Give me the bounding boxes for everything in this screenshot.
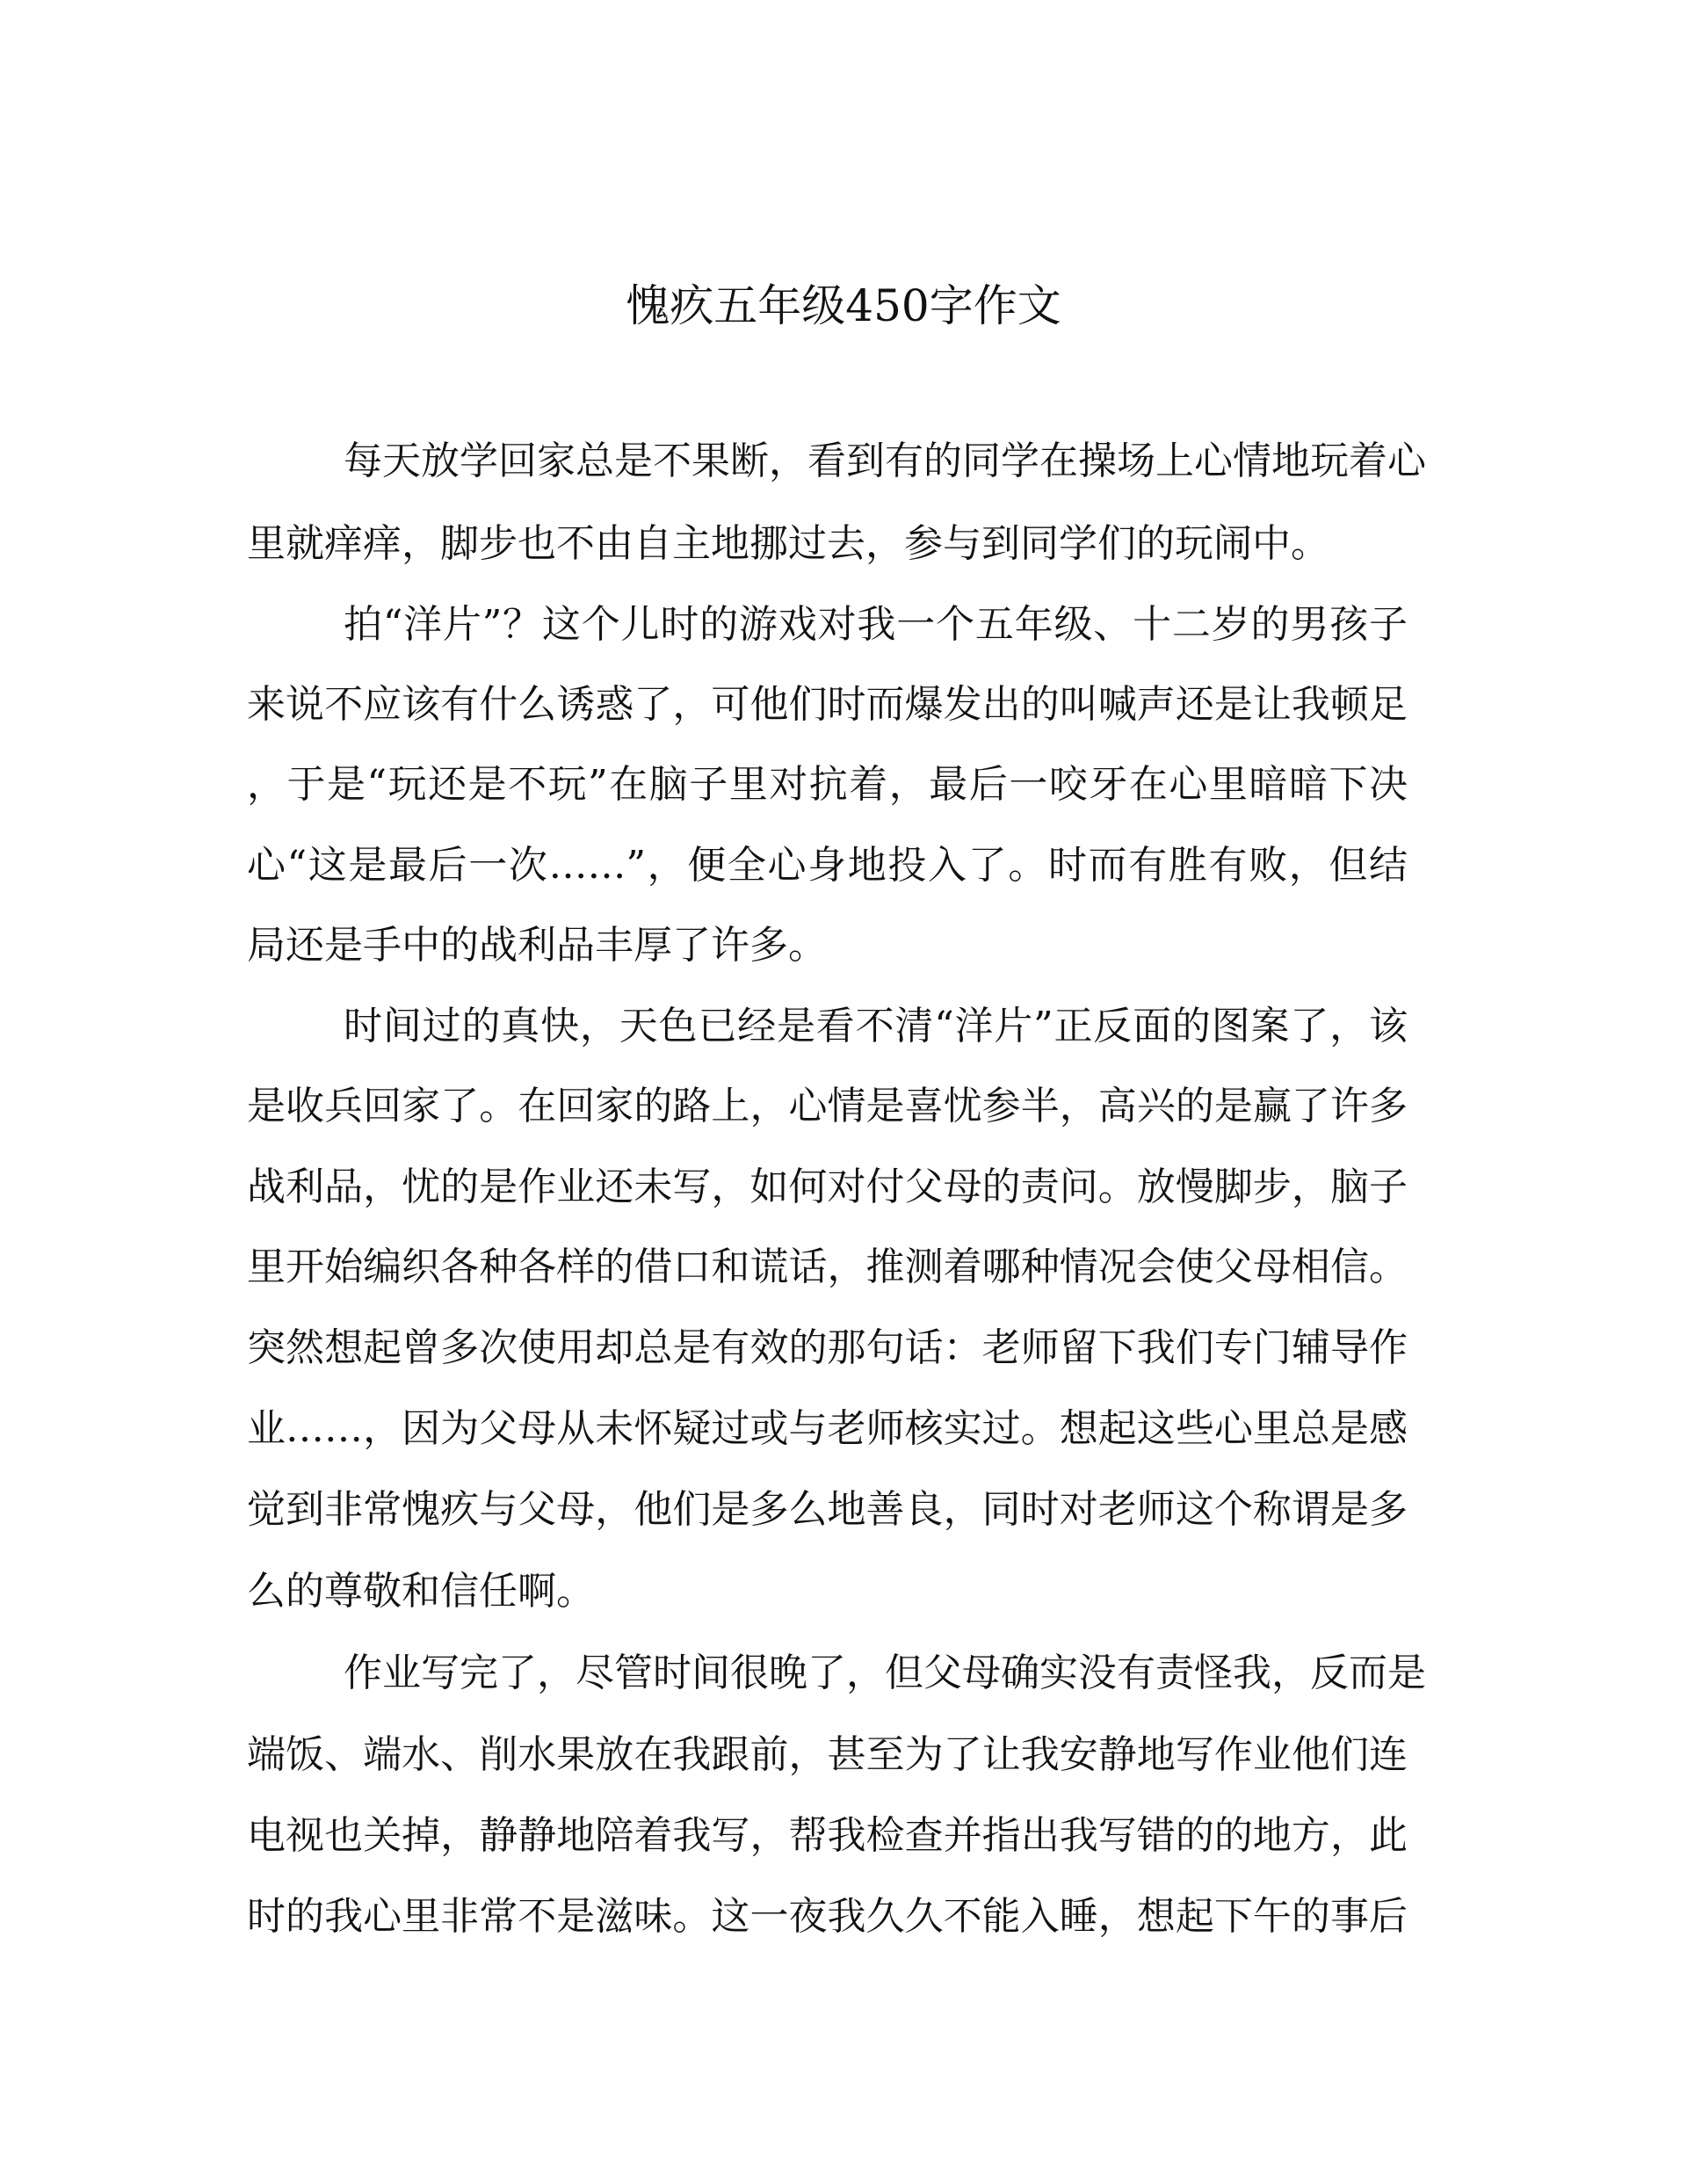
text-line: 时的我心里非常不是滋味。这一夜我久久不能入睡，想起下午的事后	[247, 1894, 1408, 1939]
text-line: 战利品，忧的是作业还未写，如何对付父母的责问。放慢脚步，脑子	[247, 1165, 1408, 1209]
text-line: 拍“洋片”？这个儿时的游戏对我一个五年级、十二岁的男孩子	[344, 602, 1408, 647]
text-line: 觉到非常愧疚与父母，他们是多么地善良，同时对老师这个称谓是多	[247, 1487, 1408, 1532]
text-line: 里就痒痒，脚步也不由自主地挪过去，参与到同学们的玩闹中。	[247, 521, 1329, 566]
text-line: 突然想起曾多次使用却总是有效的那句话：老师留下我们专门辅导作	[247, 1325, 1408, 1370]
text-line: 电视也关掉，静静地陪着我写，帮我检查并指出我写错的的地方，此	[247, 1813, 1408, 1858]
text-line: 时间过的真快，天色已经是看不清“洋片”正反面的图案了，该	[344, 1004, 1408, 1048]
text-line: 心“这是最后一次……”，便全心身地投入了。时而有胜有败，但结	[247, 843, 1408, 888]
text-line: 来说不应该有什么诱惑了，可他们时而爆发出的叫喊声还是让我顿足	[247, 682, 1408, 727]
document-title: 愧疚五年级450字作文	[626, 280, 1061, 331]
text-line: 每天放学回家总是不果断，看到有的同学在操场上心情地玩着心	[344, 439, 1426, 483]
text-line: ，于是“玩还是不玩”在脑子里对抗着，最后一咬牙在心里暗暗下决	[247, 762, 1408, 807]
text-line: 业……，因为父母从未怀疑过或与老师核实过。想起这些心里总是感	[247, 1406, 1408, 1451]
text-line: 局还是手中的战利品丰厚了许多。	[247, 923, 827, 968]
text-line: 是收兵回家了。在回家的路上，心情是喜忧参半，高兴的是赢了许多	[247, 1084, 1408, 1128]
text-line: 里开始编织各种各样的借口和谎话，推测着哪种情况会使父母相信。	[247, 1244, 1408, 1289]
text-line: 端饭、端水、削水果放在我跟前，甚至为了让我安静地写作业他们连	[247, 1732, 1408, 1777]
text-line: 作业写完了，尽管时间很晚了，但父母确实没有责怪我，反而是	[344, 1651, 1426, 1695]
text-line: 么的尊敬和信任啊。	[247, 1569, 595, 1614]
